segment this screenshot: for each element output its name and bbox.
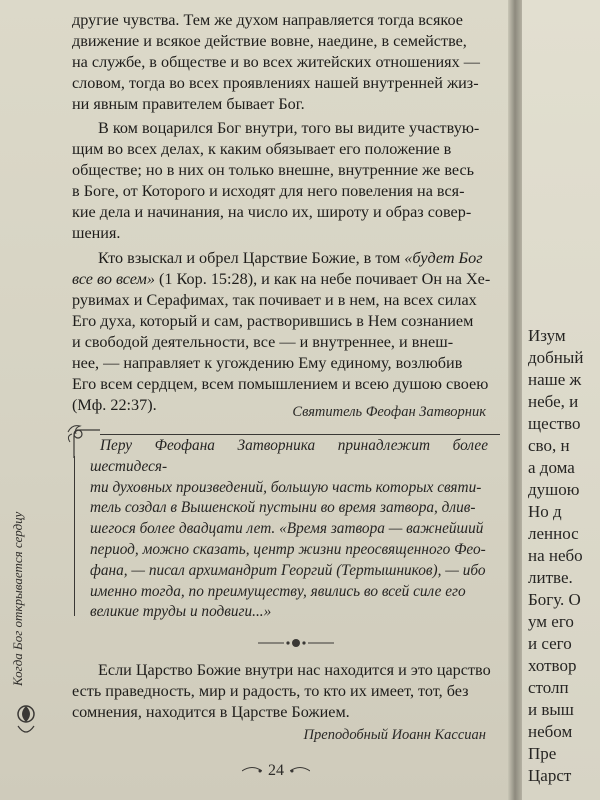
note-line: шегося более двадцати лет. «Время затвора — важнейший xyxy=(90,520,484,538)
text-line: движение и всякое действие вовне, наедине, в семействе, xyxy=(72,32,467,50)
text-line: Его всем сердцем, всем помышлением и всею душою своею xyxy=(72,375,489,393)
quote-italic: все во всем» xyxy=(72,270,155,288)
note-border-top xyxy=(100,434,500,435)
text-line: щим во всех делах, к каким обязывает его положение в xyxy=(72,140,452,158)
text-line: кие дела и начинания, на число их, широту и образ совер- xyxy=(72,203,472,221)
text-line: в Боге, от Которого и исходят для него повеления на вся- xyxy=(72,182,465,200)
text-line: Если Царство Божие внутри нас находится и это царство xyxy=(98,661,491,679)
right-page-line: душою xyxy=(528,480,580,499)
note-box xyxy=(66,428,504,620)
text-line xyxy=(72,248,502,269)
text-line: сомнения, находится в Царстве Божием. xyxy=(72,703,350,721)
page-number: 24 xyxy=(268,762,284,779)
right-page-line: наше ж xyxy=(528,370,582,389)
text-run: Кто взыскал и обрел Царствие Божие, в том xyxy=(98,249,405,267)
text-line xyxy=(72,269,502,290)
text-line: словом, тогда во всех проявлениях нашей внутренней жиз- xyxy=(72,74,479,92)
right-page-line: Пре xyxy=(528,744,557,763)
right-page-line: небом xyxy=(528,722,573,741)
text-line: и свободой деятельности, все — и внутреннее, и внеш- xyxy=(72,333,454,351)
right-page-line: и сего xyxy=(528,634,572,653)
note-line: великие труды и подвиги...» xyxy=(90,603,272,621)
page-number-ornament-left-icon xyxy=(242,766,262,776)
text-line: на службе, в обществе и во всех житейских отношениях — xyxy=(72,53,480,71)
note-line: именно тогда, по преимуществу, явились во всей силе его xyxy=(90,582,466,600)
text-line: В ком воцарился Бог внутри, того вы видите участвую- xyxy=(98,119,480,137)
text-line: ни явным правителем бывает Бог. xyxy=(72,95,305,113)
text-run: (1 Кор. 15:28), и как на небе почивает Он на Хе- xyxy=(154,270,491,288)
quote-italic: «будет Бог xyxy=(404,249,483,267)
running-title: Когда Бог открывается сердцу xyxy=(10,511,25,686)
attribution-kassian: Преподобный Иоанн Кассиан xyxy=(303,727,486,743)
text-line: (Мф. 22:37). xyxy=(72,396,157,414)
note-text xyxy=(90,436,488,623)
right-page-line: столп xyxy=(528,678,569,697)
ornament-divider-icon xyxy=(258,636,334,650)
note-line: период, можно сказать, центр жизни преосвященного Фео- xyxy=(90,540,486,558)
right-page-line: Царст xyxy=(528,766,572,785)
right-page-line: сво, н xyxy=(528,436,570,455)
text-line: есть праведность, мир и радость, то кто их имеет, тот, без xyxy=(72,682,469,700)
note-line: Перу Феофана Затворника принадлежит более шестидеся- xyxy=(90,437,488,475)
book-page-right xyxy=(522,0,600,800)
page-number-ornament-right-icon xyxy=(290,766,310,776)
right-page-line: Богу. О xyxy=(528,590,581,609)
note-line: фана, — писал архимандрит Георгий (Тертышников), — ибо xyxy=(90,561,486,579)
text-line: рувимах и Серафимах, так почивает и в нем, на всех силах xyxy=(72,291,477,309)
right-page-line: на небо xyxy=(528,546,583,565)
right-page-line: Но д xyxy=(528,502,562,521)
text-line: обществе; но в них он только внешне, внутренние же весь xyxy=(72,161,475,179)
right-page-line: хотвор xyxy=(528,656,577,675)
note-border-left xyxy=(74,456,75,616)
right-page-line: леннос xyxy=(528,524,579,543)
right-page-line: щество xyxy=(528,414,581,433)
book-gutter xyxy=(508,0,522,800)
right-page-line: литве. xyxy=(528,568,573,587)
right-page-line: и выш xyxy=(528,700,574,719)
attribution-feofan: Святитель Феофан Затворник xyxy=(292,404,486,420)
text-line: шения. xyxy=(72,224,121,242)
right-page-line: а дома xyxy=(528,458,575,477)
side-ornament-icon xyxy=(12,700,40,738)
right-page-line: ум его xyxy=(528,612,574,631)
right-page-line: добный xyxy=(528,348,584,367)
right-page-line: небе, и xyxy=(528,392,579,411)
text-line: Его духа, который и сам, растворившись в Нем сознанием xyxy=(72,312,474,330)
note-line: тель создал в Вышенской пустыни во время затвора, длив- xyxy=(90,499,476,517)
note-line: ти духовных произведений, большую часть которых святи- xyxy=(90,478,482,496)
right-page-line: Изум xyxy=(528,326,566,345)
text-line: другие чувства. Тем же духом направляется тогда всякое xyxy=(72,11,463,29)
text-line: нее, — направляет к угождению Ему единому, возлюбив xyxy=(72,354,463,372)
